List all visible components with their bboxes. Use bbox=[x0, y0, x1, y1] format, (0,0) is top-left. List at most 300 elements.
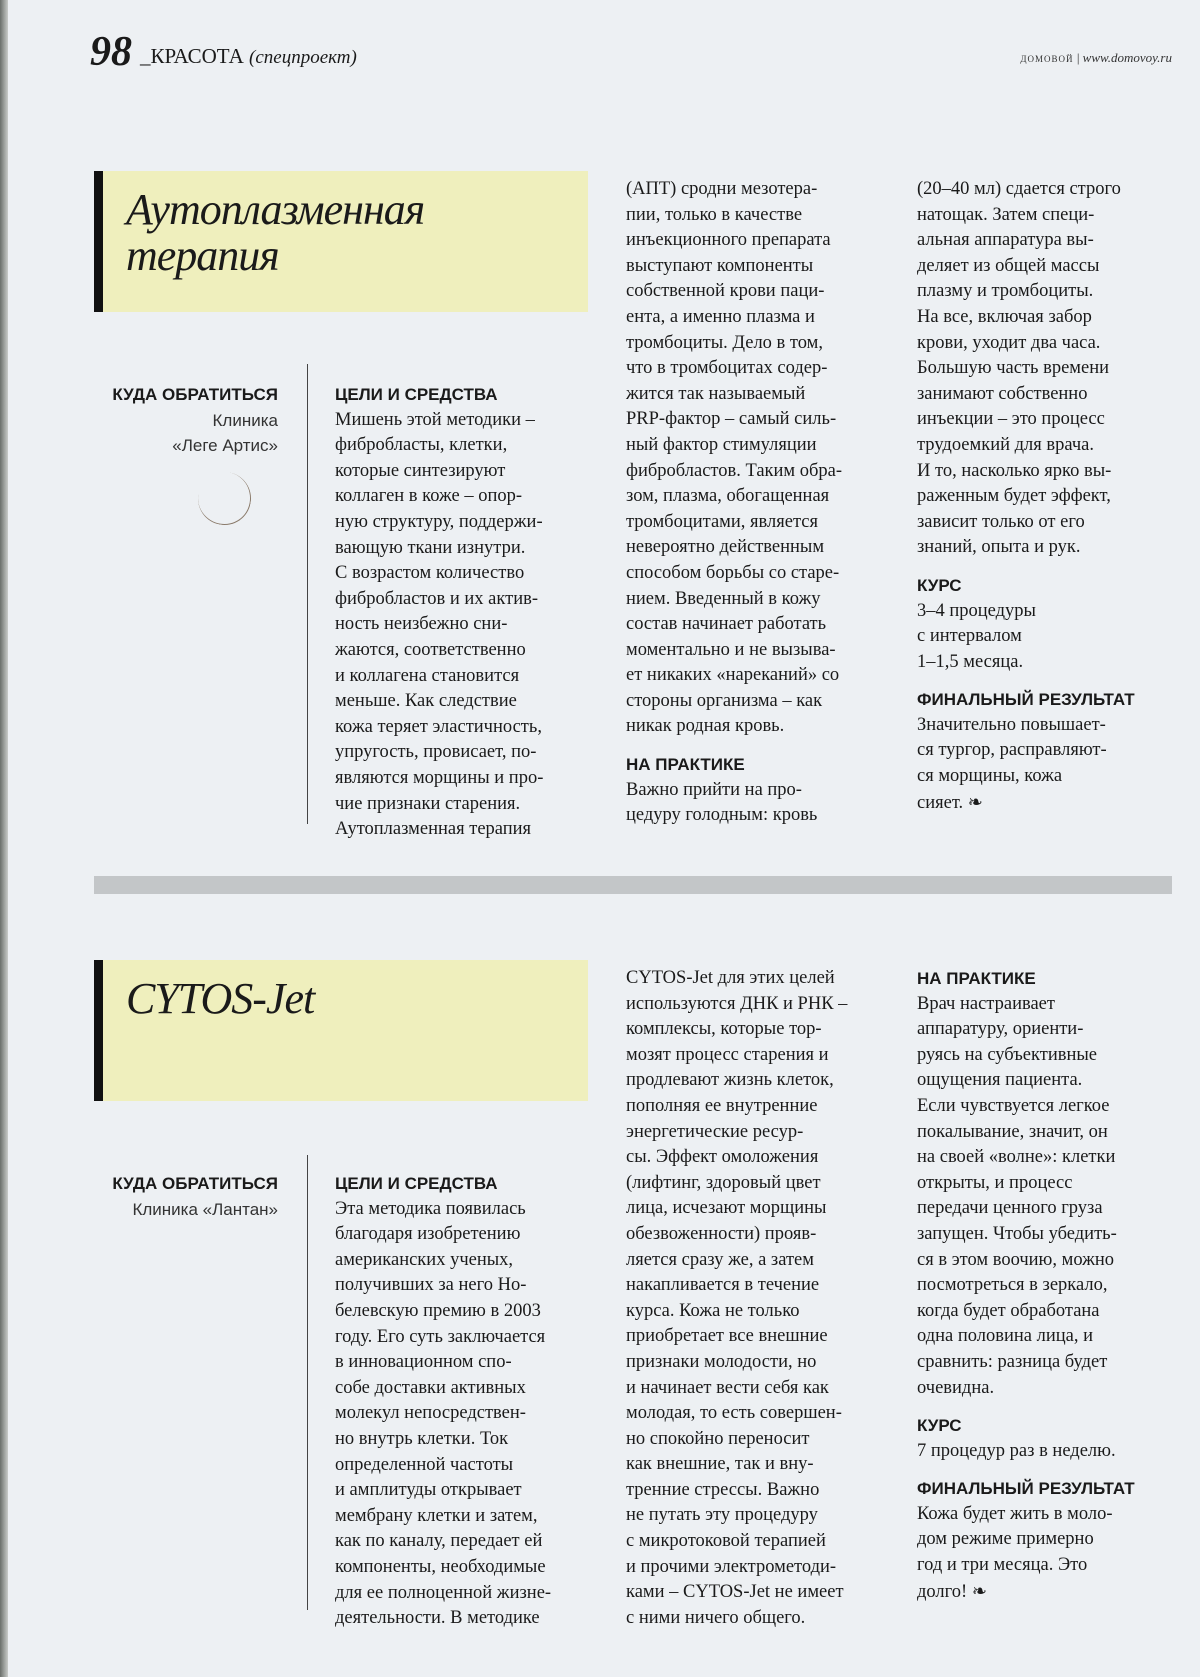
text: ную структуру, поддержи- bbox=[335, 511, 543, 532]
column-rule bbox=[307, 1155, 308, 1610]
text-line bbox=[626, 1606, 888, 1632]
text-line bbox=[626, 587, 888, 613]
text: плазму и тромбоциты. bbox=[917, 281, 1094, 302]
text-column bbox=[335, 1171, 597, 1632]
text-line bbox=[626, 254, 888, 280]
text-line bbox=[335, 612, 597, 638]
text-line bbox=[626, 331, 888, 357]
text-line bbox=[335, 1325, 597, 1351]
text: мембрану клетки и затем, bbox=[335, 1505, 538, 1526]
text-line bbox=[335, 664, 597, 690]
text: покалывание, значит, он bbox=[917, 1121, 1108, 1142]
text: сы. Эффект омоложения bbox=[626, 1147, 819, 1168]
text-line bbox=[917, 535, 1179, 561]
section-title-line: Аутоплазменная bbox=[126, 185, 425, 234]
text-line bbox=[917, 1273, 1179, 1299]
text-line bbox=[626, 510, 888, 536]
text: нием. Введенный в кожу bbox=[626, 588, 821, 609]
text: очевидна. bbox=[917, 1377, 995, 1398]
text-column bbox=[626, 177, 888, 829]
text-line bbox=[626, 1196, 888, 1222]
text: (лифтинг, здоровый цвет bbox=[626, 1172, 821, 1193]
text: крови, уходит два часа. bbox=[917, 332, 1101, 353]
clinic-name: Клиника bbox=[212, 410, 278, 430]
text-line bbox=[626, 279, 888, 305]
text-line bbox=[626, 561, 888, 587]
where-to-go bbox=[112, 1171, 278, 1222]
spacer bbox=[917, 1464, 1179, 1476]
text-line bbox=[335, 638, 597, 664]
text-line bbox=[335, 1350, 597, 1376]
text-line bbox=[917, 305, 1179, 331]
page-edge bbox=[0, 0, 8, 1677]
text: запущен. Чтобы убедить- bbox=[917, 1223, 1117, 1244]
text-line bbox=[917, 738, 1179, 764]
text-line bbox=[626, 203, 888, 229]
text: Если чувствуется легкое bbox=[917, 1095, 1110, 1116]
text-line bbox=[626, 1503, 888, 1529]
text-line bbox=[917, 1171, 1179, 1197]
section-title bbox=[126, 976, 314, 1022]
text-line bbox=[626, 663, 888, 689]
text-line bbox=[335, 1504, 597, 1530]
subheading: НА ПРАКТИКЕ bbox=[917, 969, 1036, 988]
text: невероятно действенным bbox=[626, 537, 825, 558]
text: для ее полноценной жизне- bbox=[335, 1582, 552, 1603]
text-line bbox=[626, 407, 888, 433]
title-accent-bar bbox=[94, 171, 103, 312]
text-line bbox=[917, 484, 1179, 510]
text-line bbox=[917, 713, 1179, 739]
text: CYTOS-Jet для этих целей bbox=[626, 968, 835, 988]
text-line bbox=[917, 177, 1179, 203]
text-column bbox=[917, 177, 1179, 816]
text: открыты, и процесс bbox=[917, 1172, 1073, 1193]
text-line bbox=[917, 624, 1179, 650]
text-line bbox=[335, 1248, 597, 1274]
text-line bbox=[917, 1350, 1179, 1376]
text-line bbox=[626, 459, 888, 485]
text-line bbox=[626, 638, 888, 664]
text: ет никаких «нареканий» со bbox=[626, 665, 840, 686]
text-line bbox=[626, 177, 888, 203]
brand-name: домовой bbox=[1020, 50, 1074, 65]
text-line bbox=[335, 1427, 597, 1453]
text: пии, только в качестве bbox=[626, 204, 803, 225]
text: выступают компоненты bbox=[626, 255, 814, 276]
text: ся тургор, расправляют- bbox=[917, 740, 1107, 761]
text-line bbox=[917, 790, 1179, 817]
text: молекул непосредствен- bbox=[335, 1403, 526, 1424]
text-line bbox=[626, 1350, 888, 1376]
text: Большую часть времени bbox=[917, 358, 1110, 379]
text-line bbox=[626, 1580, 888, 1606]
text-line bbox=[335, 1197, 597, 1223]
text: ента, а именно плазма и bbox=[626, 306, 815, 327]
text-line bbox=[335, 766, 597, 792]
text: год и три месяца. Это bbox=[917, 1555, 1088, 1576]
where-heading: КУДА ОБРАТИТЬСЯ bbox=[112, 385, 278, 404]
text: трудоемкий для врача. bbox=[917, 434, 1094, 455]
text-line bbox=[917, 1043, 1179, 1069]
text-line bbox=[917, 1068, 1179, 1094]
text: году. Его суть заключается bbox=[335, 1326, 546, 1347]
text-line bbox=[626, 382, 888, 408]
text: сияет. bbox=[917, 792, 964, 813]
text: меньше. Как следствие bbox=[335, 691, 517, 712]
text-line bbox=[917, 599, 1179, 625]
text: и прочими электрометоди- bbox=[626, 1556, 837, 1577]
text: но внутрь клетки. Ток bbox=[335, 1428, 509, 1449]
text: натощак. Затем специ- bbox=[917, 204, 1095, 225]
text-line bbox=[335, 1273, 597, 1299]
text: И то, насколько ярко вы- bbox=[917, 460, 1112, 481]
text-line bbox=[917, 433, 1179, 459]
text: с микротоковой терапией bbox=[626, 1531, 826, 1552]
text: стороны организма – как bbox=[626, 690, 823, 711]
text-line bbox=[626, 612, 888, 638]
text: руясь на субъективные bbox=[917, 1044, 1098, 1065]
magazine-credit bbox=[1020, 50, 1172, 66]
subheading: ЦЕЛИ И СРЕДСТВА bbox=[335, 385, 498, 404]
text: жится так называемый bbox=[626, 383, 806, 404]
spacer bbox=[626, 740, 888, 752]
text: Мишень этой методики – bbox=[335, 409, 535, 430]
text: зависит только от его bbox=[917, 511, 1085, 532]
clinic-name: Клиника «Лантан» bbox=[132, 1199, 278, 1219]
spacer bbox=[917, 1401, 1179, 1413]
text-line bbox=[335, 715, 597, 741]
text: фибробласты, клетки, bbox=[335, 435, 508, 456]
text-line bbox=[335, 561, 597, 587]
text-line bbox=[335, 1581, 597, 1607]
text-line bbox=[335, 536, 597, 562]
text: занимают собственно bbox=[917, 383, 1088, 404]
text-line bbox=[917, 407, 1179, 433]
text-line bbox=[917, 992, 1179, 1018]
text: (20–40 мл) сдается строго bbox=[917, 179, 1121, 199]
where-heading: КУДА ОБРАТИТЬСЯ bbox=[112, 1174, 278, 1193]
text: что в тромбоцитах содер- bbox=[626, 358, 828, 379]
text-line bbox=[917, 1094, 1179, 1120]
text-line bbox=[917, 1324, 1179, 1350]
text: посмотреться в зеркало, bbox=[917, 1275, 1108, 1296]
text: как внешние, так и вну- bbox=[626, 1454, 814, 1475]
text: определенной частоты bbox=[335, 1454, 514, 1475]
text: как по каналу, передает ей bbox=[335, 1531, 543, 1552]
text: обезвоженности) прояв- bbox=[626, 1223, 817, 1244]
text: не путать эту процедуру bbox=[626, 1505, 818, 1526]
text-line bbox=[335, 1453, 597, 1479]
section-title-box bbox=[94, 171, 588, 312]
text-column bbox=[626, 966, 888, 1631]
rubric-subtitle: (спецпроект) bbox=[249, 47, 357, 68]
text-column bbox=[917, 966, 1179, 1605]
text: никак родная кровь. bbox=[626, 716, 785, 737]
rubric bbox=[140, 44, 357, 69]
text: и коллагена становится bbox=[335, 665, 520, 686]
text-line bbox=[917, 356, 1179, 382]
text-line bbox=[335, 1299, 597, 1325]
clinic-name: «Леге Артис» bbox=[172, 436, 278, 456]
end-mark-icon: ❧ bbox=[971, 1580, 987, 1601]
text-line bbox=[626, 1248, 888, 1274]
text: признаки молодости, но bbox=[626, 1351, 817, 1372]
text-line bbox=[917, 203, 1179, 229]
text-line bbox=[626, 228, 888, 254]
title-accent-bar bbox=[94, 960, 103, 1101]
end-mark-icon: ❧ bbox=[967, 791, 983, 812]
text-line bbox=[626, 1376, 888, 1402]
text: 7 процедур раз в неделю. bbox=[917, 1440, 1116, 1461]
text-line bbox=[917, 1222, 1179, 1248]
decorative-arc bbox=[194, 468, 255, 529]
text: Аутоплазменная терапия bbox=[335, 819, 532, 840]
text-line bbox=[917, 764, 1179, 790]
text-line bbox=[335, 1606, 597, 1632]
text-line bbox=[917, 1017, 1179, 1043]
text-line bbox=[917, 254, 1179, 280]
text: инъекции – это процесс bbox=[917, 409, 1105, 430]
text-line bbox=[626, 484, 888, 510]
text: ность неизбежно сни- bbox=[335, 614, 508, 635]
text: фибробластов и их актив- bbox=[335, 588, 538, 609]
text: PRP-фактор – самый силь- bbox=[626, 409, 837, 430]
text: 1–1,5 месяца. bbox=[917, 651, 1024, 672]
text-line bbox=[917, 279, 1179, 305]
text-line bbox=[626, 1273, 888, 1299]
text: используются ДНК и РНК – bbox=[626, 993, 848, 1014]
text-line bbox=[626, 1452, 888, 1478]
text-line bbox=[917, 1145, 1179, 1171]
text: ощущения пациента. bbox=[917, 1070, 1083, 1091]
text: собе доставки активных bbox=[335, 1377, 526, 1398]
text: чие признаки старения. bbox=[335, 793, 521, 814]
text: с ними ничего общего. bbox=[626, 1607, 806, 1628]
text-line bbox=[626, 1145, 888, 1171]
text-line bbox=[917, 1579, 1179, 1606]
text-line bbox=[335, 1529, 597, 1555]
text: компоненты, необходимые bbox=[335, 1556, 546, 1577]
text: жаются, соответственно bbox=[335, 639, 526, 660]
text: пополняя ее внутренние bbox=[626, 1095, 818, 1116]
section-title-box bbox=[94, 960, 588, 1101]
text-line bbox=[335, 1478, 597, 1504]
text: состав начинает работать bbox=[626, 614, 827, 635]
text-line bbox=[335, 1401, 597, 1427]
subheading: КУРС bbox=[917, 575, 962, 595]
text: но спокойно переносит bbox=[626, 1428, 810, 1449]
text: Кожа будет жить в моло- bbox=[917, 1503, 1113, 1524]
text-line bbox=[626, 1120, 888, 1146]
text-line bbox=[335, 484, 597, 510]
text: комплексы, которые тор- bbox=[626, 1019, 822, 1040]
text-line bbox=[626, 1017, 888, 1043]
text: тренние стрессы. Важно bbox=[626, 1479, 820, 1500]
text: раженным будет эффект, bbox=[917, 486, 1111, 507]
text: американских ученых, bbox=[335, 1249, 514, 1270]
text: коллаген в коже – опор- bbox=[335, 486, 523, 507]
text: в инновационном спо- bbox=[335, 1352, 512, 1373]
site-url: www.domovoy.ru bbox=[1082, 50, 1172, 65]
text: с интервалом bbox=[917, 626, 1022, 647]
text: накапливается в течение bbox=[626, 1275, 820, 1296]
text-line bbox=[335, 689, 597, 715]
section-title-line: терапия bbox=[126, 231, 279, 280]
text: собственной крови паци- bbox=[626, 281, 825, 302]
text: и начинает вести себя как bbox=[626, 1377, 829, 1398]
text-line bbox=[917, 228, 1179, 254]
text: Важно прийти на про- bbox=[626, 779, 802, 800]
subheading: НА ПРАКТИКЕ bbox=[626, 755, 745, 775]
text: энергетические ресур- bbox=[626, 1121, 804, 1142]
text: одна половина лица, и bbox=[917, 1326, 1094, 1347]
text-line bbox=[626, 1043, 888, 1069]
text: когда будет обработана bbox=[917, 1300, 1100, 1321]
text: на своей «волне»: клетки bbox=[917, 1147, 1116, 1168]
text-line bbox=[626, 535, 888, 561]
text-line bbox=[626, 778, 888, 804]
subheading: ЦЕЛИ И СРЕДСТВА bbox=[335, 1174, 498, 1193]
text: инъекционного препарата bbox=[626, 230, 831, 251]
text: мозят процесс старения и bbox=[626, 1044, 829, 1065]
text: зом, плазма, обогащенная bbox=[626, 486, 830, 507]
subheading: КУРС bbox=[917, 1416, 962, 1436]
text: получивших за него Но- bbox=[335, 1275, 527, 1296]
text-line bbox=[335, 1222, 597, 1248]
subheading: ФИНАЛЬНЫЙ РЕЗУЛЬТАТ bbox=[917, 1479, 1135, 1499]
text: белевскую премию в 2003 bbox=[335, 1300, 541, 1321]
section-divider bbox=[94, 876, 1172, 894]
text-line bbox=[626, 356, 888, 382]
text: деляет из общей массы bbox=[917, 255, 1100, 276]
text: долго! bbox=[917, 1581, 968, 1602]
text: тромбоцитами, является bbox=[626, 511, 818, 532]
text: являются морщины и про- bbox=[335, 767, 544, 788]
text: кожа теряет эластичность, bbox=[335, 716, 542, 737]
text-line bbox=[335, 510, 597, 536]
text-line bbox=[626, 1299, 888, 1325]
text-line bbox=[335, 459, 597, 485]
text-line bbox=[626, 433, 888, 459]
text-line bbox=[917, 1248, 1179, 1274]
text-line bbox=[335, 433, 597, 459]
text-line bbox=[917, 459, 1179, 485]
text: Значительно повышает- bbox=[917, 714, 1106, 735]
text-line bbox=[917, 1439, 1179, 1465]
text: Эта методика появилась bbox=[335, 1198, 526, 1219]
text-line bbox=[626, 1094, 888, 1120]
text-line bbox=[335, 817, 597, 843]
text: ляется сразу же, а затем bbox=[626, 1249, 814, 1270]
text-line bbox=[626, 966, 888, 992]
text-line bbox=[335, 408, 597, 434]
text: упругость, провисает, по- bbox=[335, 742, 537, 763]
text-line bbox=[917, 331, 1179, 357]
spacer bbox=[917, 675, 1179, 687]
text: знаний, опыта и рук. bbox=[917, 537, 1081, 558]
separator: | bbox=[1076, 50, 1080, 65]
text: ся в этом воочию, можно bbox=[917, 1249, 1115, 1270]
text: приобретает все внешние bbox=[626, 1326, 828, 1347]
text: молодая, то есть совершен- bbox=[626, 1403, 842, 1424]
text-line bbox=[626, 1171, 888, 1197]
text: дом режиме примерно bbox=[917, 1529, 1094, 1550]
text-line bbox=[917, 1120, 1179, 1146]
text: курса. Кожа не только bbox=[626, 1300, 800, 1321]
text: аппаратуру, ориенти- bbox=[917, 1019, 1084, 1040]
text: ся морщины, кожа bbox=[917, 766, 1063, 787]
text-column bbox=[335, 382, 597, 843]
text-line bbox=[917, 1553, 1179, 1579]
text-line bbox=[626, 803, 888, 829]
text-line bbox=[335, 1376, 597, 1402]
text: благодаря изобретению bbox=[335, 1224, 521, 1245]
spacer bbox=[917, 561, 1179, 573]
text: ный фактор стимуляции bbox=[626, 434, 817, 455]
subheading: ФИНАЛЬНЫЙ РЕЗУЛЬТАТ bbox=[917, 690, 1135, 710]
text-line bbox=[917, 1527, 1179, 1553]
where-to-go bbox=[112, 382, 278, 459]
text: сравнить: разница будет bbox=[917, 1351, 1108, 1372]
text: способом борьбы со старе- bbox=[626, 562, 840, 583]
text-line bbox=[917, 510, 1179, 536]
text: деятельности. В методике bbox=[335, 1608, 540, 1629]
text: моментально и не вызыва- bbox=[626, 639, 836, 660]
text-line bbox=[626, 1529, 888, 1555]
text-line bbox=[917, 650, 1179, 676]
text-line bbox=[626, 1478, 888, 1504]
text-line bbox=[626, 1427, 888, 1453]
text-line bbox=[335, 740, 597, 766]
text-line bbox=[626, 689, 888, 715]
text: передачи ценного груза bbox=[917, 1198, 1103, 1219]
text: альная аппаратура вы- bbox=[917, 230, 1094, 251]
text-line bbox=[626, 992, 888, 1018]
text: (АПТ) сродни мезотера- bbox=[626, 179, 818, 199]
text-line bbox=[626, 1555, 888, 1581]
section-title bbox=[126, 187, 424, 279]
text-line bbox=[335, 1555, 597, 1581]
text-line bbox=[917, 1502, 1179, 1528]
text: 3–4 процедуры bbox=[917, 600, 1036, 621]
text-line bbox=[626, 714, 888, 740]
rubric-title: _КРАСОТА bbox=[140, 44, 244, 68]
text-line bbox=[335, 587, 597, 613]
text-line bbox=[917, 1376, 1179, 1402]
text-line bbox=[626, 1324, 888, 1350]
column-rule bbox=[307, 364, 308, 824]
text: цедуру голодным: кровь bbox=[626, 805, 818, 826]
text-line bbox=[626, 305, 888, 331]
text-line bbox=[917, 1196, 1179, 1222]
text: лица, исчезают морщины bbox=[626, 1198, 827, 1219]
text-line bbox=[626, 1068, 888, 1094]
text: ками – CYTOS-Jet не имеет bbox=[626, 1582, 844, 1603]
text: С возрастом количество bbox=[335, 563, 525, 584]
text-line bbox=[626, 1401, 888, 1427]
text-line bbox=[335, 792, 597, 818]
text: продлевают жизнь клеток, bbox=[626, 1070, 834, 1091]
text-line bbox=[917, 382, 1179, 408]
text: которые синтезируют bbox=[335, 460, 506, 481]
section-title-line: CYTOS-Jet bbox=[126, 974, 315, 1023]
text: и амплитуды открывает bbox=[335, 1480, 522, 1501]
text: фибробластов. Таким обра- bbox=[626, 460, 843, 481]
text: вающую ткани изнутри. bbox=[335, 537, 526, 558]
text-line bbox=[917, 1299, 1179, 1325]
text: Врач настраивает bbox=[917, 993, 1055, 1014]
